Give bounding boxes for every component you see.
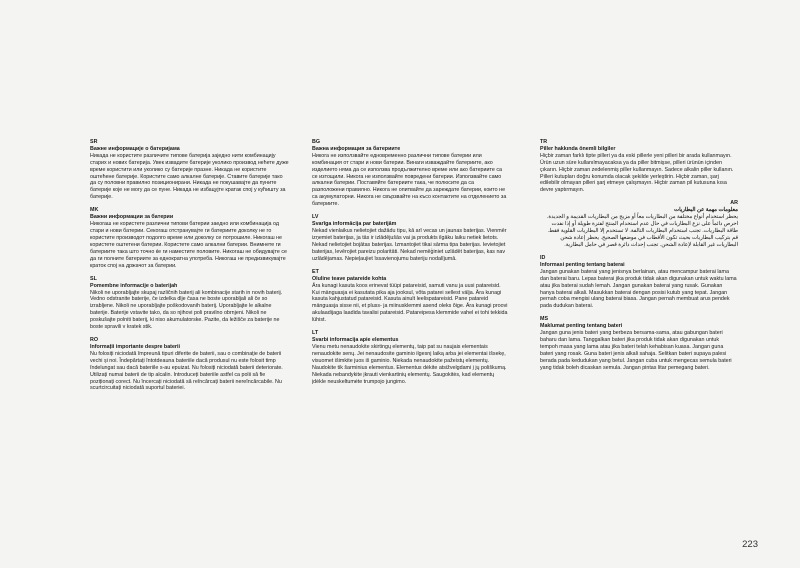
section-title: Pomembne informacije o baterijah bbox=[90, 282, 178, 289]
section-title: Piller hakkında önemli bilgiler bbox=[540, 145, 616, 152]
section-title: Maklumat penting tentang bateri bbox=[540, 323, 623, 330]
language-section-et bbox=[312, 269, 508, 324]
language-section-ro bbox=[90, 337, 290, 392]
section-title: Важне информације о батеријама bbox=[90, 145, 180, 152]
section-title: Informații importante despre baterii bbox=[90, 344, 180, 351]
section-body: Nu folosiți niciodată împreună tipuri diferite de baterii, sau o combinație de baterii vechi și noi. Îndepărtați întotdeauna bateriile dacă produsul nu este folosit timp îndelungat sau dacă bateriile s-au epuizat. Nu folosiți niciodată baterii deteriorate. Utilizați numai baterii de tip alcalin. Introduceți bateriile astfel ca polii să fie poziționați corect. Nu încercați niciodată să reîncărcați baterii nereîncărcabile. Nu scurtcircuitați niciodată suportul bateriei. bbox=[90, 350, 283, 392]
language-section-ms bbox=[540, 316, 738, 371]
section-body: Никада не користите различите типове батерија заједно нити комбинацију старих и нових батерија. Увек извадите батерије уколико производ нећете дуже време користити или уколико су батерије празне. Никада не користите оштећене батерије. Користите само алкалне батерије. Ставите батерије тако да су половни правилно позиционирани. Никада не покушавајте да пуните батерије које не могу да се пуне. Никада не избацујте кратак спој у кућишту за батерије. bbox=[90, 152, 289, 201]
column-right bbox=[540, 139, 738, 378]
page-number: 223 bbox=[742, 539, 758, 550]
language-section-sr bbox=[90, 139, 290, 201]
section-title: Важна информация за батериите bbox=[312, 145, 401, 152]
language-code: ID bbox=[540, 254, 546, 261]
language-code: ET bbox=[312, 268, 319, 275]
language-code: BG bbox=[312, 139, 321, 145]
section-body: Ära kunagi kasuta koos erinevat tüüpi patareisid, samuti vanu ja uusi patareisid. Kui mänguasja ei kasutata pika aja jooksul, võta patarei sellest välja. Ära kunagi kasuta kahjustatud patareisid. Kasuta ainult leelispatareisid. Pane patareid mänguasja sisse nii, et pluss- ja miinusklemmi asend oleks õige. Ära kunagi proovi akulaadijaga laadida tavalisi patareisid. Patareipesa klemmide vahel ei tohi tekkida lühist. bbox=[312, 282, 508, 324]
language-code: LT bbox=[312, 330, 319, 337]
section-body: Никогаш не користете различни типови батерии заедно или комбинација од стари и нови батерии. Секогаш отстранувајте ги батериите доколку не го користите производот подолго време или доколку се потрошиле. Никогаш не користете оштетени батерии. Користете само алкални батерии. Внимнете ги батериите така што точно ќе ги наместите половите. Никогаш не обидувајте се да ги полните батериите за еднократна употреба. Никогаш не предизвикувајте краток спој на држачот за батерии. bbox=[90, 221, 287, 269]
language-section-mk bbox=[90, 207, 290, 269]
section-body: يحظر استخدام أنواع مختلفة من البطاريات معاً أو مزيج من البطاريات القديمة و الجديدة. احرص دائماً على نزع البطاريات في حال عدم استخدام المنتج لفترة طويلة أو إذا نفدت طاقة البطاريات. تجنب استخدام البطاريات التالفة. لا تستخدم إلا البطاريات القلوية فقط. قم بتركيب البطاريات بحيث تكون الأقطاب في موضعها الصحيح. يحظر إعادة شحن البطاريات غير القابلة لإعادة الشحن. تجنب إحداث دائرة قصر في حامل البطارية. bbox=[546, 214, 738, 248]
section-body: Nikoli ne uporabljajte skupaj različnih baterij ali kombinacije starih in novih baterij. Vedno odstranite baterije, če izdelka dlje časa ne boste uporabljali ali če so izrabljene. Nikoli ne uporabljajte poškodovanih baterij. Uporabljajte le alkalne baterije. Baterije vstavite tako, da so njihovi poli pravilno obrnjeni. Nikoli ne poskušajte polniti baterij, ki niso akumulatorske. Pazite, da ležišče za baterije ne boste spravili v kratek stik. bbox=[90, 289, 283, 331]
language-code: RO bbox=[90, 337, 99, 344]
section-title: Informasi penting tentang baterai bbox=[540, 261, 625, 268]
section-title: معلومات مهمة عن البطاريات bbox=[674, 207, 738, 214]
section-body: Nekad vienlaikus nelietojiet dažādu tipu, kā arī vecas un jaunas baterijas. Vienmēr izņemiet baterijas, ja tās ir izlādējušās vai ja produkts ilgāku laiku netiek lietots. Nekad nelietojiet bojātas baterijas. Izmantojiet tikai sārma tipa baterijas. Ievietojiet baterijas, levērojiet pareizu polaritāti. Nekad nemēģiniet uzlādēt baterijas, kas nav uzlādējamas. Nepieļaujiet īssavienojumu bateriju nodalījumā. bbox=[312, 228, 507, 262]
section-body: Vienu metu nenaudokite skirtingų elementų, taip pat su naujais elementais nenaudokite senų. Jei nenaudosite gaminio ilgesnį laiką arba jei elementai išsekę, visuomet išimkite juos iš gaminio. Niekada nenaudokite pažeistų elementų. Naudokite tik šarminius elementus. Elementus dėkite atsižvelgdami į jų poliškumą. Niekada nebandykite įkrauti vienkartinių elementų. Saugokitės, kad elementų įdėkle neuskeltumėte trumpojo jungimo. bbox=[312, 344, 507, 385]
section-body: Jangan guna jenis bateri yang berbeza bersama-sama, atau gabungan bateri baharu dan lama. Tanggalkan bateri jika produk tidak akan digunakan untuk tempoh masa yang lama atau jika bateri telah kehabisan kuasa. Jangan guna bateri yang rosak. Guna bateri jenis alkali sahaja. Selitkan bateri supaya palesi berada pada kedudukan yang betul. Jangan cuba untuk mengecas semula bateri yang tidak boleh dicaskan semula. Jangan pintas litar pemegang bateri. bbox=[540, 330, 732, 371]
language-section-sl bbox=[90, 276, 290, 331]
column-middle bbox=[312, 139, 508, 392]
section-title: Oluline teave patareide kohta bbox=[312, 275, 387, 282]
section-body: Hiçbir zaman farklı tipte pilleri ya da eski pillerle yeni pilleri bir arada kullanmayın. Ürün uzun süre kullanılmayacaksa ya da piller bitmişse, pilleri ürünün içinden çıkarın. Hiçbir zaman zedelenmiş piller kullanmayın. Sadece alkalin piller kullanın. Pilleri kutupları doğru konumda olacak şekilde yerleştirin. Hiçbir zaman, şarj edilebilir olmayan pilleri şarj etmeye çalışmayın. Hiçbir zaman pil kutusuna kısa devre yaptırmayın. bbox=[540, 152, 734, 194]
section-title: Важни информации за батерии bbox=[90, 214, 174, 221]
language-section-tr bbox=[540, 139, 738, 194]
language-section-lt bbox=[312, 330, 508, 385]
section-title: Svarbi informacija apie elementus bbox=[312, 337, 399, 344]
language-code: LV bbox=[312, 214, 319, 221]
language-code: MK bbox=[90, 207, 99, 214]
section-body: Jangan gunakan baterai yang jenisnya berlainan, atau mencampur baterai lama dan baterai baru. Lepas baterai jika produk tidak akan digunakan untuk waktu lama atau jika baterai sudah lemah. Jangan gunakan baterai yang rusak. Gunakan hanya baterai alkali. Masukkan baterai dengan posisi kutub yang tepat. Jangan pernah coba mengisi ulang baterai biasa. Jangan pernah membuat arus pendek pada dudukan baterai. bbox=[540, 268, 737, 310]
language-section-id bbox=[540, 255, 738, 310]
language-code: SL bbox=[90, 275, 97, 282]
language-code: MS bbox=[540, 316, 549, 323]
column-left bbox=[90, 139, 290, 399]
section-title: Svarīga informācija par baterijām bbox=[312, 221, 397, 228]
section-body: Никога не използвайте едновременно различни типове батерии или комбинация от стари и нови батерии. Винаги изваждайте батериите, ако изделието няма да се използва продължително време или ако батериите са се изтощили. Никога не използвайте повредени батерии. Използвайте само алкални батерии. Поставяйте батериите така, че полюсите да са разположени правилно. Никога не опитвайте да зареждате батерии, които не са акумулаторни. Никога не свързвайте на късо контактите на отделението за батериите. bbox=[312, 152, 507, 208]
language-code: SR bbox=[90, 139, 98, 145]
language-section-lv bbox=[312, 214, 508, 262]
language-section-bg bbox=[312, 139, 508, 208]
language-code: AR bbox=[730, 200, 738, 207]
language-section-ar bbox=[540, 200, 738, 248]
language-code: TR bbox=[540, 139, 548, 145]
